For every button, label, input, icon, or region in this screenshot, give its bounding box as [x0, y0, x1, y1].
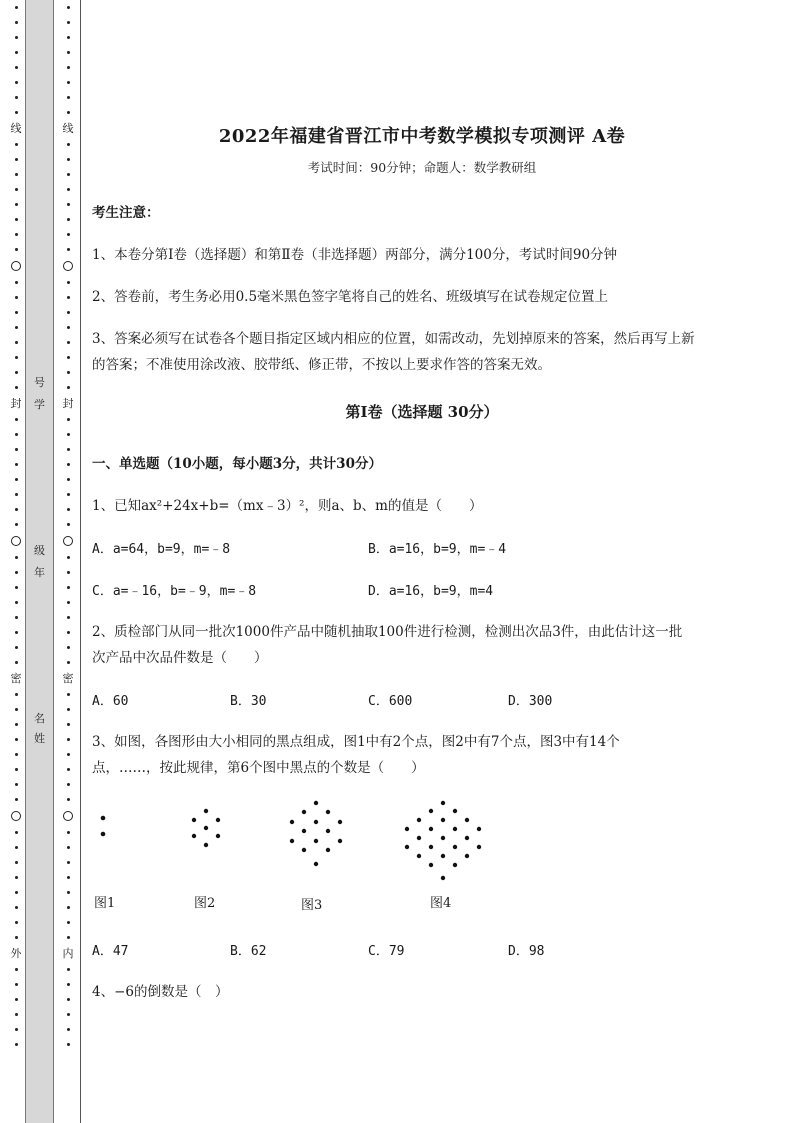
binding-dot — [67, 341, 70, 344]
figure-dot — [192, 818, 196, 822]
binding-dot — [15, 936, 18, 939]
binding-dot — [15, 891, 18, 894]
figure-dot — [441, 876, 445, 880]
figure-dot — [453, 863, 457, 867]
binding-dot — [67, 783, 70, 786]
binding-mark: 密 — [62, 672, 74, 685]
binding-dot — [67, 753, 70, 756]
figure-dot — [204, 809, 208, 813]
binding-dot — [67, 876, 70, 879]
binding-dot — [67, 173, 70, 176]
binding-dot — [15, 631, 18, 634]
binding-dot — [67, 798, 70, 801]
figure-dot — [441, 818, 445, 822]
part-heading: 一、单选题（10小题，每小题3分，共计30分） — [92, 456, 382, 472]
figure-dot — [216, 818, 220, 822]
binding-mark: 封 — [62, 397, 74, 410]
binding-dot — [15, 983, 18, 986]
binding-dot — [67, 523, 70, 526]
binding-dot — [67, 968, 70, 971]
q3-option-a[interactable]: A．47 — [92, 944, 129, 959]
binding-dot — [15, 311, 18, 314]
figure-dot — [465, 836, 469, 840]
binding-dot — [67, 21, 70, 24]
figure-dot — [302, 810, 306, 814]
q3-option-d[interactable]: D．98 — [508, 944, 545, 959]
q1-option-a[interactable]: A．a=64，b=9，m=﹣8 — [92, 542, 231, 557]
binding-mark: 密 — [10, 672, 22, 685]
binding-dot — [67, 158, 70, 161]
binding-dot — [67, 921, 70, 924]
binding-dot — [67, 586, 70, 589]
figure-dot — [338, 820, 342, 824]
binding-dot — [67, 356, 70, 359]
student-info-strip — [25, 0, 54, 1123]
binding-dot — [67, 768, 70, 771]
binding-dot — [67, 906, 70, 909]
figure-dot — [429, 827, 433, 831]
binding-dot — [67, 508, 70, 511]
binding-dot — [67, 111, 70, 114]
q3-stem-cont: 点，……，按此规律，第6个图中黑点的个数是（ ） — [92, 760, 425, 776]
binding-dot — [67, 296, 70, 299]
binding-dot — [15, 1013, 18, 1016]
binding-dot — [67, 188, 70, 191]
binding-dot — [67, 1043, 70, 1046]
figure-dot — [314, 862, 318, 866]
binding-ring — [11, 261, 21, 271]
binding-dot — [15, 478, 18, 481]
dot-figure-2 — [186, 806, 226, 851]
binding-dot — [67, 51, 70, 54]
label-xue: 学 — [34, 398, 45, 411]
q3-option-b[interactable]: B．62 — [230, 944, 267, 959]
binding-dot — [15, 921, 18, 924]
binding-column-outer — [10, 0, 22, 1123]
figure-dot — [101, 832, 106, 837]
binding-dot — [15, 798, 18, 801]
figure-dot — [465, 854, 469, 858]
q3-stem: 3、如图，各图形由大小相同的黑点组成，图1中有2个点，图2中有7个点，图3中有14个 — [92, 734, 620, 750]
binding-dot — [67, 936, 70, 939]
binding-mark: 外 — [10, 947, 22, 960]
q1-option-d[interactable]: D．a=16，b=9，m=4 — [368, 584, 494, 599]
binding-dot — [67, 218, 70, 221]
figure-dot — [326, 829, 330, 833]
figure-dot — [441, 801, 445, 805]
binding-dot — [67, 708, 70, 711]
binding-dot — [15, 861, 18, 864]
binding-dot — [67, 478, 70, 481]
binding-dot — [67, 371, 70, 374]
q1-stem: 1、已知ax²+24x+b=（mx﹣3）²，则a、b、m的值是（ ） — [92, 498, 483, 514]
figure-dot — [405, 845, 409, 849]
notice-item-1: 1、本卷分第Ⅰ卷（选择题）和第Ⅱ卷（非选择题）两部分，满分100分，考试时间90分钟 — [92, 247, 618, 263]
binding-dot — [15, 463, 18, 466]
figure-dot — [453, 845, 457, 849]
binding-dot — [15, 21, 18, 24]
binding-dot — [67, 631, 70, 634]
binding-dot — [15, 646, 18, 649]
binding-dot — [67, 891, 70, 894]
q2-option-d[interactable]: D．300 — [508, 694, 553, 709]
binding-dot — [15, 158, 18, 161]
binding-column-inner — [62, 0, 74, 1123]
binding-dot — [15, 233, 18, 236]
binding-dot — [67, 248, 70, 251]
binding-dot — [15, 418, 18, 421]
binding-dot — [67, 738, 70, 741]
binding-dot — [67, 233, 70, 236]
binding-dot — [67, 646, 70, 649]
binding-divider — [80, 0, 81, 1123]
binding-dot — [15, 296, 18, 299]
binding-mark: 内 — [62, 947, 74, 960]
figure-label-1: 图1 — [94, 896, 116, 911]
binding-dot — [15, 616, 18, 619]
binding-dot — [67, 311, 70, 314]
binding-dot — [15, 783, 18, 786]
figure-dot — [405, 827, 409, 831]
binding-dot — [67, 386, 70, 389]
binding-dot — [15, 753, 18, 756]
figure-dot — [101, 816, 106, 821]
binding-ring — [11, 811, 21, 821]
figure-dot — [338, 839, 342, 843]
binding-dot — [15, 831, 18, 834]
figure-dot — [429, 809, 433, 813]
figure-dot — [441, 836, 445, 840]
figure-label-4: 图4 — [430, 896, 452, 911]
binding-ring — [11, 536, 21, 546]
binding-dot — [15, 586, 18, 589]
binding-dot — [15, 846, 18, 849]
notice-item-3-cont: 的答案；不准使用涂改液、胶带纸、修正带，不按以上要求作答的答案无效。 — [92, 357, 551, 373]
dot-figure-4 — [398, 798, 488, 886]
figure-label-2: 图2 — [194, 896, 216, 911]
binding-dot — [15, 6, 18, 9]
figure-dot — [453, 809, 457, 813]
figure-dot — [417, 836, 421, 840]
binding-dot — [15, 523, 18, 526]
binding-mark: 封 — [10, 397, 22, 410]
notice-item-2: 2、答卷前，考生务必用0.5毫米黑色签字笔将自己的姓名、班级填写在试卷规定位置上 — [92, 289, 609, 305]
binding-dot — [15, 341, 18, 344]
figure-dot — [417, 818, 421, 822]
binding-dot — [67, 1013, 70, 1016]
binding-dot — [15, 173, 18, 176]
binding-dot — [15, 188, 18, 191]
binding-dot — [15, 433, 18, 436]
binding-dot — [15, 203, 18, 206]
figure-dot — [314, 820, 318, 824]
q2-option-a[interactable]: A．60 — [92, 694, 129, 709]
binding-dot — [15, 693, 18, 696]
section-title: 第Ⅰ卷（选择题 30分） — [345, 403, 499, 421]
binding-dot — [67, 661, 70, 664]
figure-dot — [204, 843, 208, 847]
binding-dot — [67, 448, 70, 451]
q2-option-c[interactable]: C．600 — [368, 694, 413, 709]
figure-dot — [326, 810, 330, 814]
binding-dot — [15, 36, 18, 39]
binding-dot — [15, 448, 18, 451]
binding-dot — [67, 143, 70, 146]
binding-dot — [67, 846, 70, 849]
binding-dot — [67, 203, 70, 206]
figure-dot — [477, 845, 481, 849]
figure-dot — [429, 845, 433, 849]
binding-dot — [67, 96, 70, 99]
binding-dot — [15, 998, 18, 1001]
figure-dot — [204, 826, 208, 830]
binding-dot — [67, 556, 70, 559]
binding-dot — [15, 1028, 18, 1031]
binding-dot — [15, 326, 18, 329]
figure-label-3: 图3 — [301, 898, 323, 913]
binding-dot — [15, 708, 18, 711]
label-ming: 名 — [34, 712, 45, 725]
figure-dot — [326, 848, 330, 852]
dot-figure-3 — [284, 798, 348, 870]
label-ji: 级 — [34, 544, 45, 557]
binding-dot — [15, 371, 18, 374]
binding-dot — [15, 738, 18, 741]
figure-dot — [290, 820, 294, 824]
binding-dot — [15, 281, 18, 284]
figure-dot — [429, 863, 433, 867]
label-hao: 号 — [34, 376, 45, 389]
label-nian: 年 — [34, 566, 45, 579]
binding-dot — [15, 143, 18, 146]
dot-figure-1 — [96, 812, 116, 842]
binding-dot — [15, 81, 18, 84]
binding-dot — [15, 111, 18, 114]
binding-dot — [67, 66, 70, 69]
binding-ring — [63, 261, 73, 271]
binding-dot — [15, 1043, 18, 1046]
binding-dot — [15, 386, 18, 389]
notice-item-3: 3、答案必须写在试卷各个题目指定区域内相应的位置，如需改动，先划掉原来的答案，然后再写上新 — [92, 331, 695, 347]
q2-stem: 2、质检部门从同一批次1000件产品中随机抽取100件进行检测，检测出次品3件，由此估计这一批 — [92, 624, 683, 640]
binding-dot — [15, 508, 18, 511]
binding-dot — [15, 876, 18, 879]
binding-dot — [15, 601, 18, 604]
figure-dot — [453, 827, 457, 831]
binding-dot — [15, 571, 18, 574]
binding-ring — [63, 536, 73, 546]
binding-dot — [15, 356, 18, 359]
binding-dot — [67, 983, 70, 986]
binding-dot — [15, 66, 18, 69]
q2-stem-cont: 次产品中次品件数是（ ） — [92, 650, 268, 666]
figure-dot — [192, 834, 196, 838]
q2-option-b[interactable]: B．30 — [230, 694, 267, 709]
binding-dot — [15, 556, 18, 559]
figure-dot — [216, 834, 220, 838]
binding-dot — [67, 601, 70, 604]
binding-dot — [15, 248, 18, 251]
binding-dot — [67, 616, 70, 619]
exam-info: 考试时间：90分钟；命题人：数学教研组 — [307, 160, 537, 175]
binding-dot — [67, 281, 70, 284]
notice-heading: 考生注意： — [92, 205, 160, 221]
binding-dot — [15, 723, 18, 726]
figure-dot — [314, 839, 318, 843]
q3-option-c[interactable]: C．79 — [368, 944, 405, 959]
binding-dot — [15, 768, 18, 771]
binding-mark: 线 — [10, 122, 22, 135]
binding-dot — [67, 998, 70, 1001]
figure-dot — [441, 854, 445, 858]
binding-dot — [67, 571, 70, 574]
figure-dot — [302, 848, 306, 852]
binding-dot — [67, 81, 70, 84]
binding-dot — [67, 463, 70, 466]
figure-dot — [477, 827, 481, 831]
q1-option-c[interactable]: C．a=﹣16，b=﹣9，m=﹣8 — [92, 584, 257, 599]
page-title: 2022年福建省晋江市中考数学模拟专项测评 A卷 — [218, 126, 626, 147]
binding-dot — [67, 36, 70, 39]
binding-mark: 线 — [62, 122, 74, 135]
binding-dot — [15, 96, 18, 99]
q4-stem: 4、−6的倒数是（ ） — [92, 984, 229, 1000]
q1-option-b[interactable]: B．a=16，b=9，m=﹣4 — [368, 542, 507, 557]
binding-dot — [67, 723, 70, 726]
binding-dot — [67, 1028, 70, 1031]
binding-dot — [67, 418, 70, 421]
figure-dot — [314, 801, 318, 805]
label-xing: 姓 — [34, 732, 45, 745]
figure-dot — [302, 829, 306, 833]
binding-dot — [67, 493, 70, 496]
binding-dot — [67, 831, 70, 834]
binding-ring — [63, 811, 73, 821]
binding-dot — [15, 218, 18, 221]
figure-dot — [465, 818, 469, 822]
binding-dot — [67, 693, 70, 696]
binding-dot — [15, 661, 18, 664]
binding-dot — [15, 906, 18, 909]
figure-dot — [290, 839, 294, 843]
binding-dot — [67, 433, 70, 436]
binding-dot — [15, 51, 18, 54]
binding-dot — [67, 326, 70, 329]
binding-dot — [67, 861, 70, 864]
binding-dot — [15, 493, 18, 496]
binding-dot — [67, 6, 70, 9]
figure-dot — [417, 854, 421, 858]
binding-dot — [15, 968, 18, 971]
